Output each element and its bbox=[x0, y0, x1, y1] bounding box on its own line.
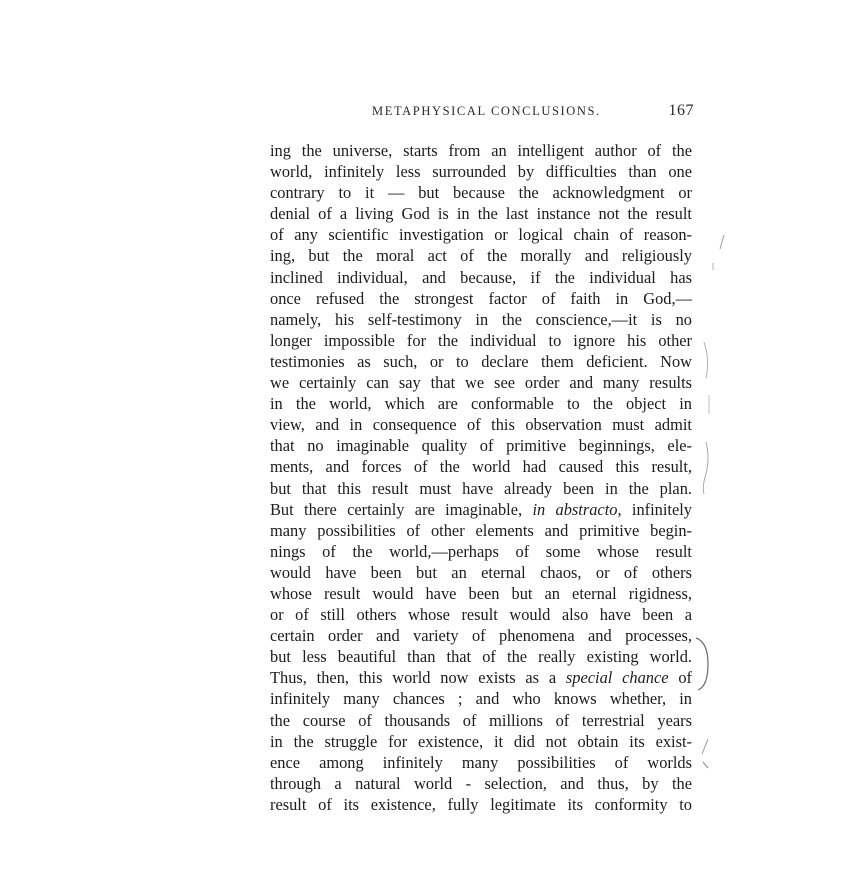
text-segment: ments, and forces of the world had caused this result, bbox=[270, 457, 692, 477]
text-line bbox=[270, 267, 692, 288]
text-line bbox=[270, 520, 692, 541]
text-line bbox=[270, 414, 692, 435]
pencil-mark-curve-2 bbox=[700, 440, 712, 496]
italic-phrase: special chance bbox=[565, 668, 669, 688]
text-segment: through a natural world - selection, and thus, by the bbox=[270, 773, 692, 793]
text-segment: ing the universe, starts from an intelligent author of the bbox=[270, 141, 692, 160]
text-segment: once refused the strongest factor of faith in God,— bbox=[270, 288, 692, 308]
text-segment: of any scientific investigation or logical chain of reason- bbox=[270, 225, 692, 245]
text-line bbox=[270, 351, 692, 372]
text-segment: denial of a living God is in the last instance not the result bbox=[270, 204, 692, 224]
page-number: 167 bbox=[668, 102, 694, 119]
pencil-mark-slash-2 bbox=[700, 738, 710, 756]
text-segment: longer impossible for the individual to ignore his other bbox=[270, 330, 692, 350]
text-segment: testimonies as such, or to declare them deficient. Now bbox=[270, 351, 692, 371]
text-segment: namely, his self-testimony in the conscience,—it is no bbox=[270, 309, 692, 329]
text-line bbox=[270, 499, 692, 520]
text-line bbox=[270, 330, 692, 351]
text-segment: contrary to it — but because the acknowledgment or bbox=[270, 183, 692, 203]
text-line bbox=[270, 773, 692, 794]
text-line bbox=[270, 224, 692, 245]
text-line bbox=[270, 309, 692, 330]
text-segment: ing, but the moral act of the morally and religiously bbox=[270, 246, 692, 266]
text-line bbox=[270, 161, 692, 182]
text-line bbox=[270, 625, 692, 646]
text-line bbox=[270, 393, 692, 414]
text-segment: we certainly can say that we see order and many results bbox=[270, 373, 692, 393]
body-text bbox=[270, 140, 692, 815]
text-segment: inclined individual, and because, if the individual has bbox=[270, 267, 692, 287]
text-segment: in the struggle for existence, it did not obtain its exist- bbox=[270, 731, 692, 751]
text-line bbox=[270, 646, 692, 667]
running-title: METAPHYSICAL CONCLUSIONS. bbox=[372, 104, 601, 118]
text-line bbox=[270, 245, 692, 266]
text-segment: or of still others whose result would also have been a bbox=[270, 605, 692, 625]
pencil-bracket bbox=[694, 636, 712, 692]
text-line bbox=[270, 435, 692, 456]
text-line bbox=[270, 688, 692, 709]
text-segment: certain order and variety of phenomena and processes, bbox=[270, 626, 692, 646]
text-line bbox=[270, 583, 692, 604]
text-segment: the course of thousands of millions of terrestrial years bbox=[270, 710, 692, 730]
text-segment: but that this result must have already been in the plan. bbox=[270, 478, 692, 498]
text-segment: nings of the world,—perhaps of some whose result bbox=[270, 541, 692, 561]
text-line bbox=[270, 710, 692, 731]
text-segment: result of its existence, fully legitimate its conformity to bbox=[270, 794, 692, 814]
text-line bbox=[270, 182, 692, 203]
text-line bbox=[270, 456, 692, 477]
text-line bbox=[270, 288, 692, 309]
running-head bbox=[270, 104, 694, 122]
pencil-mark-tick-1 bbox=[710, 262, 716, 272]
text-line bbox=[270, 140, 692, 161]
text-line bbox=[270, 203, 692, 224]
text-segment: would have been but an eternal chaos, or of others bbox=[270, 562, 692, 582]
text-line bbox=[270, 604, 692, 625]
text-line bbox=[270, 478, 692, 499]
text-segment: infinitely many chances ; and who knows whether, in bbox=[270, 689, 692, 709]
pencil-mark-curve-1 bbox=[702, 340, 712, 380]
italic-phrase: in abstracto, bbox=[532, 499, 622, 519]
pencil-mark-tick-3 bbox=[702, 760, 710, 770]
text-segment: of bbox=[668, 668, 693, 688]
text-segment: Thus, then, this world now exists as a bbox=[270, 668, 566, 688]
text-segment: in the world, which are conformable to the object in bbox=[270, 394, 692, 414]
text-segment: But there certainly are imaginable, bbox=[270, 499, 533, 519]
text-segment: many possibilities of other elements and primitive begin- bbox=[270, 520, 692, 540]
text-line bbox=[270, 562, 692, 583]
pencil-mark-slash-1 bbox=[718, 234, 726, 250]
text-line bbox=[270, 794, 692, 815]
text-line bbox=[270, 372, 692, 393]
text-segment: infinitely bbox=[621, 499, 692, 519]
text-line bbox=[270, 731, 692, 752]
text-segment: world, infinitely less surrounded by difficulties than one bbox=[270, 162, 692, 182]
text-segment: but less beautiful than that of the really existing world. bbox=[270, 647, 692, 667]
text-segment: whose result would have been but an eternal rigidness, bbox=[270, 583, 692, 603]
text-segment: ence among infinitely many possibilities of worlds bbox=[270, 752, 692, 772]
text-line bbox=[270, 667, 692, 688]
text-segment: that no imaginable quality of primitive beginnings, ele- bbox=[270, 436, 692, 456]
pencil-mark-tick-2 bbox=[706, 394, 712, 416]
text-line bbox=[270, 752, 692, 773]
text-line bbox=[270, 541, 692, 562]
text-segment: view, and in consequence of this observation must admit bbox=[270, 415, 692, 435]
